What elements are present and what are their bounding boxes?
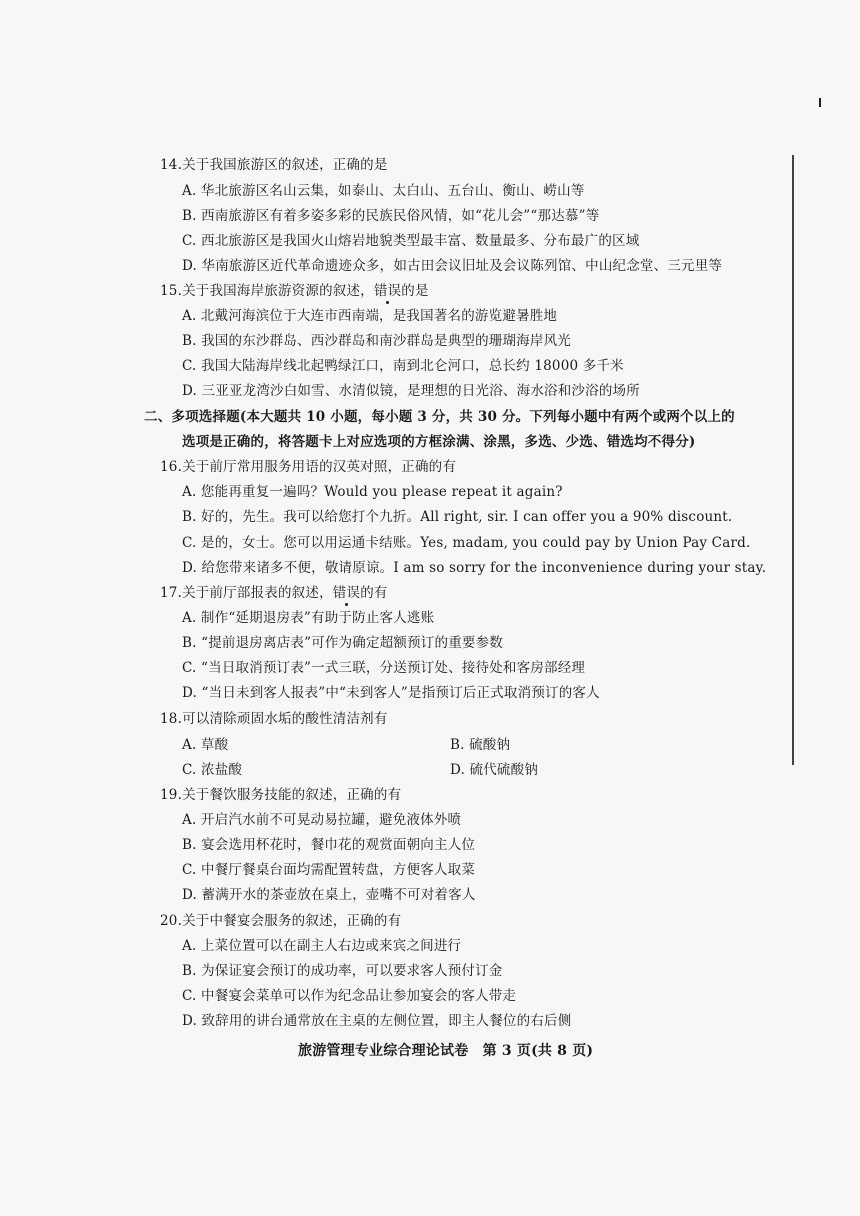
question-17-stem	[160, 584, 388, 602]
question-14-stem: 14.关于我国旅游区的叙述，正确的是	[160, 157, 388, 173]
question-15-option-b: B. 我国的东沙群岛、西沙群岛和南沙群岛是典型的珊瑚海岸风光	[182, 333, 572, 349]
section-2-heading: 二、多项选择题(本大题共 10 小题，每小题 3 分，共 30 分。下列每小题中有两个或两个以上的	[144, 409, 735, 425]
question-18-option-d: D. 硫代硫酸钠	[450, 762, 539, 778]
question-20-option-d: D. 致辞用的讲台通常放在主桌的左侧位置，即主人餐位的右后侧	[182, 1013, 572, 1029]
scan-mark-right-edge	[792, 155, 794, 765]
question-20-option-b: B. 为保证宴会预订的成功率，可以要求客人预付订金	[182, 963, 503, 979]
question-19-option-b: B. 宴会选用杯花时，餐巾花的观赏面朝向主人位	[182, 837, 476, 853]
question-15-option-a: A. 北戴河海滨位于大连市西南端，是我国著名的游览避暑胜地	[182, 308, 558, 324]
stem-text: 的有	[360, 585, 388, 601]
question-16-option-c: C. 是的，女士。您可以用运通卡结账。Yes, madam, you could pay by Union Pay Card.	[182, 535, 751, 551]
question-19-option-d: D. 蓄满开水的茶壶放在桌上，壶嘴不可对着客人	[182, 887, 476, 903]
question-17-option-a: A. 制作“延期退房表”有助于防止客人逃账	[182, 610, 435, 626]
scan-mark-top	[819, 98, 821, 107]
question-18-option-c: C. 浓盐酸	[182, 762, 243, 778]
emphasis-word: 错误	[373, 283, 402, 299]
question-17-option-d: D. “当日未到客人报表”中“未到客人”是指预订后正式取消预订的客人	[182, 685, 600, 701]
stem-text: 17.关于前厅部报表的叙述，	[160, 585, 333, 601]
question-15-option-c: C. 我国大陆海岸线北起鸭绿江口，南到北仑河口，总长约 18000 多千米	[182, 358, 624, 374]
question-16-option-b: B. 好的，先生。我可以给您打个九折。All right, sir. I can offer you a 90% discount.	[182, 509, 733, 525]
question-14-option-b: B. 西南旅游区有着多姿多彩的民族民俗风情，如“花儿会”“那达慕”等	[182, 208, 600, 224]
question-18-option-a: A. 草酸	[182, 737, 229, 753]
question-20-option-a: A. 上菜位置可以在副主人右边或来宾之间进行	[182, 938, 462, 954]
question-14-option-a: A. 华北旅游区名山云集，如泰山、太白山、五台山、衡山、崂山等	[182, 183, 585, 199]
section-2-instructions: 选项是正确的，将答题卡上对应选项的方框涂满、涂黑，多选、少选、错选均不得分)	[182, 434, 696, 450]
stem-text: 的是	[401, 283, 429, 299]
question-14-option-d: D. 华南旅游区近代革命遗迹众多，如古田会议旧址及会议陈列馆、中山纪念堂、三元里等	[182, 258, 723, 274]
question-19-option-a: A. 开启汽水前不可晃动易拉罐，避免液体外喷	[182, 812, 462, 828]
question-20-option-c: C. 中餐宴会菜单可以作为纪念品让参加宴会的客人带走	[182, 988, 517, 1004]
stem-text: 15.关于我国海岸旅游资源的叙述，	[160, 283, 374, 299]
question-16-option-a: A. 您能再重复一遍吗？Would you please repeat it again?	[182, 484, 563, 500]
question-16-stem: 16.关于前厅常用服务用语的汉英对照，正确的有	[160, 459, 457, 475]
emphasis-word: 错误	[332, 585, 361, 601]
question-17-option-b: B. “提前退房离店表”可作为确定超额预订的重要参数	[182, 635, 504, 651]
question-20-stem: 20.关于中餐宴会服务的叙述，正确的有	[160, 913, 402, 929]
page-footer: 旅游管理专业综合理论试卷 第 3 页(共 8 页)	[298, 1043, 594, 1059]
question-16-option-d: D. 给您带来诸多不便，敬请原谅。I am so sorry for the inconvenience during your stay.	[182, 560, 767, 576]
question-15-stem	[160, 282, 429, 300]
question-19-stem: 19.关于餐饮服务技能的叙述，正确的有	[160, 787, 402, 803]
question-18-option-b: B. 硫酸钠	[450, 737, 511, 753]
question-14-option-c: C. 西北旅游区是我国火山熔岩地貌类型最丰富、数量最多、分布最广的区域	[182, 233, 640, 249]
question-17-option-c: C. “当日取消预订表”一式三联，分送预订处、接待处和客房部经理	[182, 660, 586, 676]
question-15-option-d: D. 三亚亚龙湾沙白如雪、水清似镜，是理想的日光浴、海水浴和沙浴的场所	[182, 383, 640, 399]
question-18-stem: 18.可以清除顽固水垢的酸性清洁剂有	[160, 711, 388, 727]
question-19-option-c: C. 中餐厅餐桌台面均需配置转盘，方便客人取菜	[182, 862, 476, 878]
